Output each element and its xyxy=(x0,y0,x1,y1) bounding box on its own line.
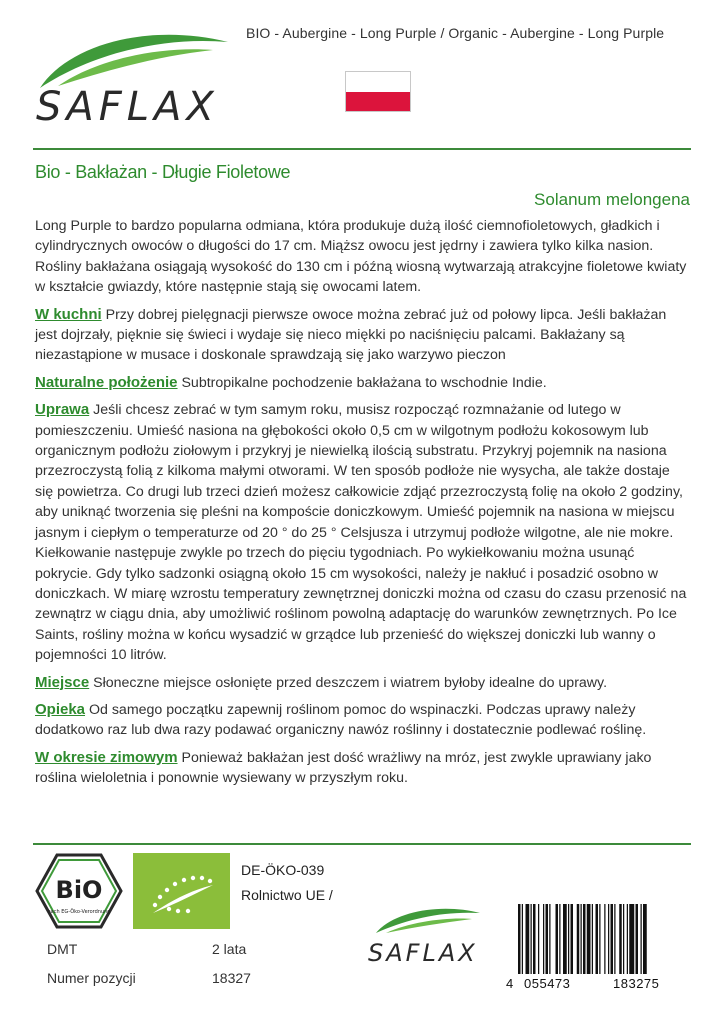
bio-seal-label: BiO xyxy=(55,876,103,904)
barcode-bar xyxy=(643,904,647,974)
section-text: Od samego początku zapewnij roślinom pomoc do wspinaczki. Podczas uprawy należy dodatkowo raz lub dwa razy podawać organiczny nawóz roślinny i dostatecznie podlewać roślinę. xyxy=(35,701,647,739)
barcode-bar xyxy=(611,904,614,974)
barcode-bar xyxy=(604,904,605,974)
certification-code: DE-ÖKO-039 xyxy=(241,862,325,878)
saflax-logo xyxy=(28,20,243,130)
leaf-swoosh-icon xyxy=(40,35,228,88)
barcode-bar xyxy=(538,904,539,974)
barcode-bar xyxy=(533,904,536,974)
dmt-value: 2 lata xyxy=(212,941,247,957)
section-origin xyxy=(35,373,691,393)
latin-name: Solanum melongena xyxy=(534,190,690,209)
barcode-digit-lead: 4 xyxy=(506,976,514,991)
barcode-bar xyxy=(571,904,574,974)
barcode-bar xyxy=(587,904,591,974)
section-cultivation xyxy=(35,400,691,665)
barcode-digits-right: 183275 xyxy=(613,976,660,991)
section-winter xyxy=(35,748,691,789)
barcode-bar xyxy=(627,904,628,974)
barcode-bar xyxy=(599,904,600,974)
barcode-bar xyxy=(543,904,544,974)
barcode-bar xyxy=(614,904,615,974)
intro-paragraph: Long Purple to bardzo popularna odmiana, która produkuje dużą ilość ciemnofioletowych, gładkich i cylindrycznych owoców o długości do 17 cm. Miąższ owocu jest jędrny i zawiera tylko kilka nasion. Rośliny bakłażana osiągają wysokość do 130 cm i późną wiosną wytwarzają atrakcyjne fioletowe kwiaty w kształcie gwiazdy, które następnie stają się owocami latem. xyxy=(35,218,687,296)
leaf-swoosh-icon xyxy=(376,909,480,933)
barcode-bar xyxy=(581,904,582,974)
barcode-bar xyxy=(518,904,521,974)
saflax-footer-logo xyxy=(362,903,492,967)
section-heading: W okresie zimowym xyxy=(35,748,178,766)
section-heading: Opieka xyxy=(35,700,86,718)
section-text: Ponieważ bakłażan jest dość wrażliwy na mróz, jest zwykle uprawiany jako roślina wieloletnia i ponownie wysiewany w przyszłym roku. xyxy=(35,749,652,787)
header-title: BIO - Aubergine - Long Purple / Organic - Aubergine - Long Purple xyxy=(246,25,665,41)
barcode-bar xyxy=(619,904,622,974)
section-heading: Uprawa xyxy=(35,401,90,419)
barcode-bar xyxy=(608,904,609,974)
barcode-bar xyxy=(522,904,523,974)
top-divider xyxy=(33,148,691,150)
product-title: Bio - Bakłażan - Długie Fioletowe xyxy=(35,162,291,182)
barcode-bar xyxy=(629,904,634,974)
barcode-bar xyxy=(641,904,642,974)
barcode-bar xyxy=(531,904,532,974)
saflax-footer-wordmark: SAFLAX xyxy=(368,939,478,967)
barcode-bar xyxy=(583,904,586,974)
section-text: Przy dobrej pielęgnacji pierwsze owoce można zebrać już od połowy lipca. Jeśli bakłażan jest dojrzały, pięknie się świeci i wydaje się nieco miękki po naciśnięciu palcami. Bakłażany są niezastąpione w musace i doskonale sprawdzają się jako warzywo pieczon xyxy=(35,306,667,364)
barcode-bar xyxy=(546,904,549,974)
barcode-bar xyxy=(623,904,624,974)
description-body xyxy=(35,216,691,796)
barcode-bar xyxy=(577,904,580,974)
barcode-bar xyxy=(526,904,530,974)
section-heading: Miejsce xyxy=(35,673,90,691)
bio-seal-icon xyxy=(35,853,123,929)
position-label: Numer pozycji xyxy=(47,970,136,986)
saflax-wordmark: SAFLAX xyxy=(36,84,219,130)
section-text: Jeśli chcesz zebrać w tym samym roku, musisz rozpocząć rozmnażanie od lutego w pomieszczeniu. Umieść nasiona na głębokości około 0,5 cm w wilgotnym podłożu kokosowym lub organicznym podłożu ziołowym i przykryj je niewielką ilością substratu. Przykryj pojemnik na nasiona przezroczystą folią z kilkoma małymi otworami. W ten sposób podłoże nie wysycha, ale także dostaje się powietrza. Co drugi lub trzeci dzień możesz całkowicie zdjąć przezroczystą folię na około 2 godziny, aby uniknąć tworzenia się pleśni na kompoście doniczkowym. Umieść pojemnik na nasiona w miejscu jasnym i ciepłym o temperaturze od 20 ° do 25 ° Celsjusza i utrzymuj podłoże wilgotne, ale nie mokre. Kiełkowanie następuje zwykle po trzech do pięciu tygodniach. Po wykiełkowaniu można usunąć pokrycie. Gdy tylko sadzonki osiągną około 15 cm wysokości, należy je nakłuć i posadzić osobno w doniczkach. W miarę wzrostu temperatury zewnętrznej doniczki można od czasu do czasu przenosić na zewnątrz w ciągu dnia, aby umożliwić roślinom powolną adaptację do warunków zewnętrznych. Po Ice Saints, rośliny można w końcu wysadzić w grządce lub przenieść do większej doniczki lub wanny o pojemności 10 litrów. xyxy=(35,402,687,664)
poland-flag-icon xyxy=(345,71,411,112)
barcode-bar xyxy=(636,904,639,974)
section-kitchen xyxy=(35,305,691,366)
bio-seal-caption: nach EG-Öko-Verordnung xyxy=(47,909,111,915)
barcode-bar xyxy=(596,904,599,974)
certification-note: Rolnictwo UE / xyxy=(241,887,333,903)
barcode-bar xyxy=(556,904,559,974)
barcode-digits-left: 055473 xyxy=(524,976,571,991)
barcode-bar xyxy=(563,904,567,974)
barcode-bar xyxy=(568,904,569,974)
section-text: Słoneczne miejsce osłonięte przed deszczem i wiatrem byłoby idealne do uprawy. xyxy=(89,674,608,691)
barcode-bar xyxy=(592,904,593,974)
section-care xyxy=(35,700,691,741)
dmt-label: DMT xyxy=(47,941,78,957)
section-text: Subtropikalne pochodzenie bakłażana to wschodnie Indie. xyxy=(177,374,547,391)
section-location xyxy=(35,673,691,693)
bottom-divider xyxy=(33,843,691,845)
barcode-bar xyxy=(549,904,550,974)
section-heading: Naturalne położenie xyxy=(35,373,178,391)
eu-organic-leaf-icon xyxy=(133,853,230,929)
position-value: 18327 xyxy=(212,970,251,986)
barcode-bar xyxy=(559,904,560,974)
section-heading: W kuchni xyxy=(35,305,102,323)
